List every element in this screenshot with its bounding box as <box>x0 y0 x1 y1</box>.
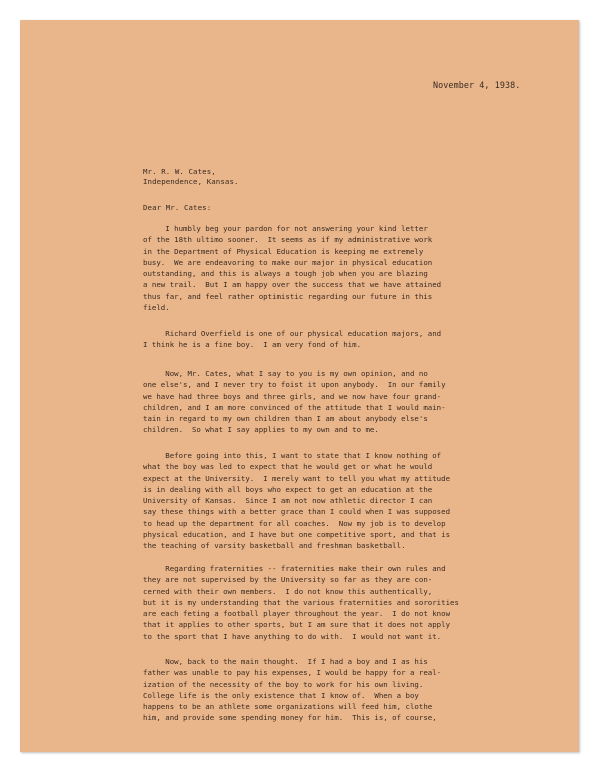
paragraph-line: outstanding, and this is always a tough job when you are blazing <box>143 269 428 279</box>
paragraph-line: expect at the University. I merely want to tell you what my attitude <box>143 473 451 483</box>
paragraph-line: but it is my understanding that the various fraternities and sororities <box>143 597 459 607</box>
paragraph-line: field. <box>143 303 170 313</box>
letter-page <box>20 20 579 752</box>
paragraph-line: father was unable to pay his expenses, I would be happy for a real- <box>143 668 442 678</box>
paragraph-line: busy. We are endeavoring to make our major in physical education <box>143 257 433 267</box>
paragraph-line: a new trail. But I am happy over the success that we have attained <box>143 280 442 290</box>
salutation: Dear Mr. Cates: <box>143 203 212 212</box>
paragraph-line: physical education, and I have but one competitive sport, and that is <box>143 530 451 540</box>
recipient-name: Mr. R. W. Cates, <box>143 167 216 176</box>
paragraph-line: Before going into this, I want to state that I know nothing of <box>143 451 442 460</box>
paragraph-line: Richard Overfield is one of our physical education majors, and <box>143 329 442 338</box>
paragraph-line: tain in regard to my own children than I am about anybody else's <box>143 414 428 424</box>
paragraph-line: we have had three boys and three girls, and we now have four grand- <box>143 391 442 401</box>
paragraph-2 <box>143 328 563 351</box>
letter-date: November 4, 1938. <box>433 80 521 90</box>
paragraph-line: happens to be an athlete some organizations will feed him, clothe <box>143 702 433 712</box>
paragraph-line: say these things with a better grace than I could when I was supposed <box>143 507 451 517</box>
paragraph-line: are each feting a football player throughout the year. I do not know <box>143 609 451 619</box>
paragraph-line: University of Kansas. Since I am not now athletic director I can <box>143 496 433 506</box>
paragraph-line: ization of the necessity of the boy to work for his own living. <box>143 679 424 689</box>
paragraph-line: children. So what I say applies to my own and to me. <box>143 425 379 435</box>
paragraph-line: that it applies to other sports, but I am sure that it does not apply <box>143 620 451 630</box>
paragraph-line: cerned with their own members. I do not know this authentically, <box>143 586 433 596</box>
paragraph-line: children, and I am more convinced of the attitude that I would main- <box>143 402 446 412</box>
paragraph-line: I think he is a fine boy. I am very fond of him. <box>143 340 362 350</box>
paragraph-line: thus far, and feel rather optimistic regarding our future in this <box>143 291 433 301</box>
paragraph-line: in the Department of Physical Education is keeping me extremely <box>143 246 424 256</box>
paragraph-line: is in dealing with all boys who expect to get an education at the <box>143 484 433 494</box>
paragraph-line: Now, back to the main thought. If I had a boy and I as his <box>143 657 428 666</box>
paragraph-line: I humbly beg your pardon for not answering your kind letter <box>143 224 428 233</box>
paragraph-5 <box>143 563 563 642</box>
paragraph-line: they are not supervised by the University so far as they are con- <box>143 575 433 585</box>
paragraph-line: Regarding fraternities -- fraternities make their own rules and <box>143 564 446 573</box>
paragraph-line: to the sport that I have anything to do with. I would not want it. <box>143 631 442 641</box>
paragraph-line: Now, Mr. Cates, what I say to you is my own opinion, and no <box>143 369 428 378</box>
paragraph-line: the teaching of varsity basketball and freshman basketball. <box>143 541 406 551</box>
paragraph-line: what the boy was led to expect that he would get or what he would <box>143 462 433 472</box>
paragraph-line: of the 18th ultimo sooner. It seems as if my administrative work <box>143 235 433 245</box>
paragraph-line: one else's, and I never try to foist it upon anybody. In our family <box>143 380 446 390</box>
paragraph-4 <box>143 450 563 552</box>
paragraph-1 <box>143 223 563 313</box>
paragraph-3 <box>143 368 563 436</box>
recipient-location: Independence, Kansas. <box>143 177 239 186</box>
paragraph-line: him, and provide some spending money for him. This is, of course, <box>143 713 437 723</box>
paragraph-6 <box>143 656 563 724</box>
paragraph-line: to head up the department for all coaches. Now my job is to develop <box>143 518 446 528</box>
paragraph-line: College life is the only existence that I know of. When a boy <box>143 690 419 700</box>
